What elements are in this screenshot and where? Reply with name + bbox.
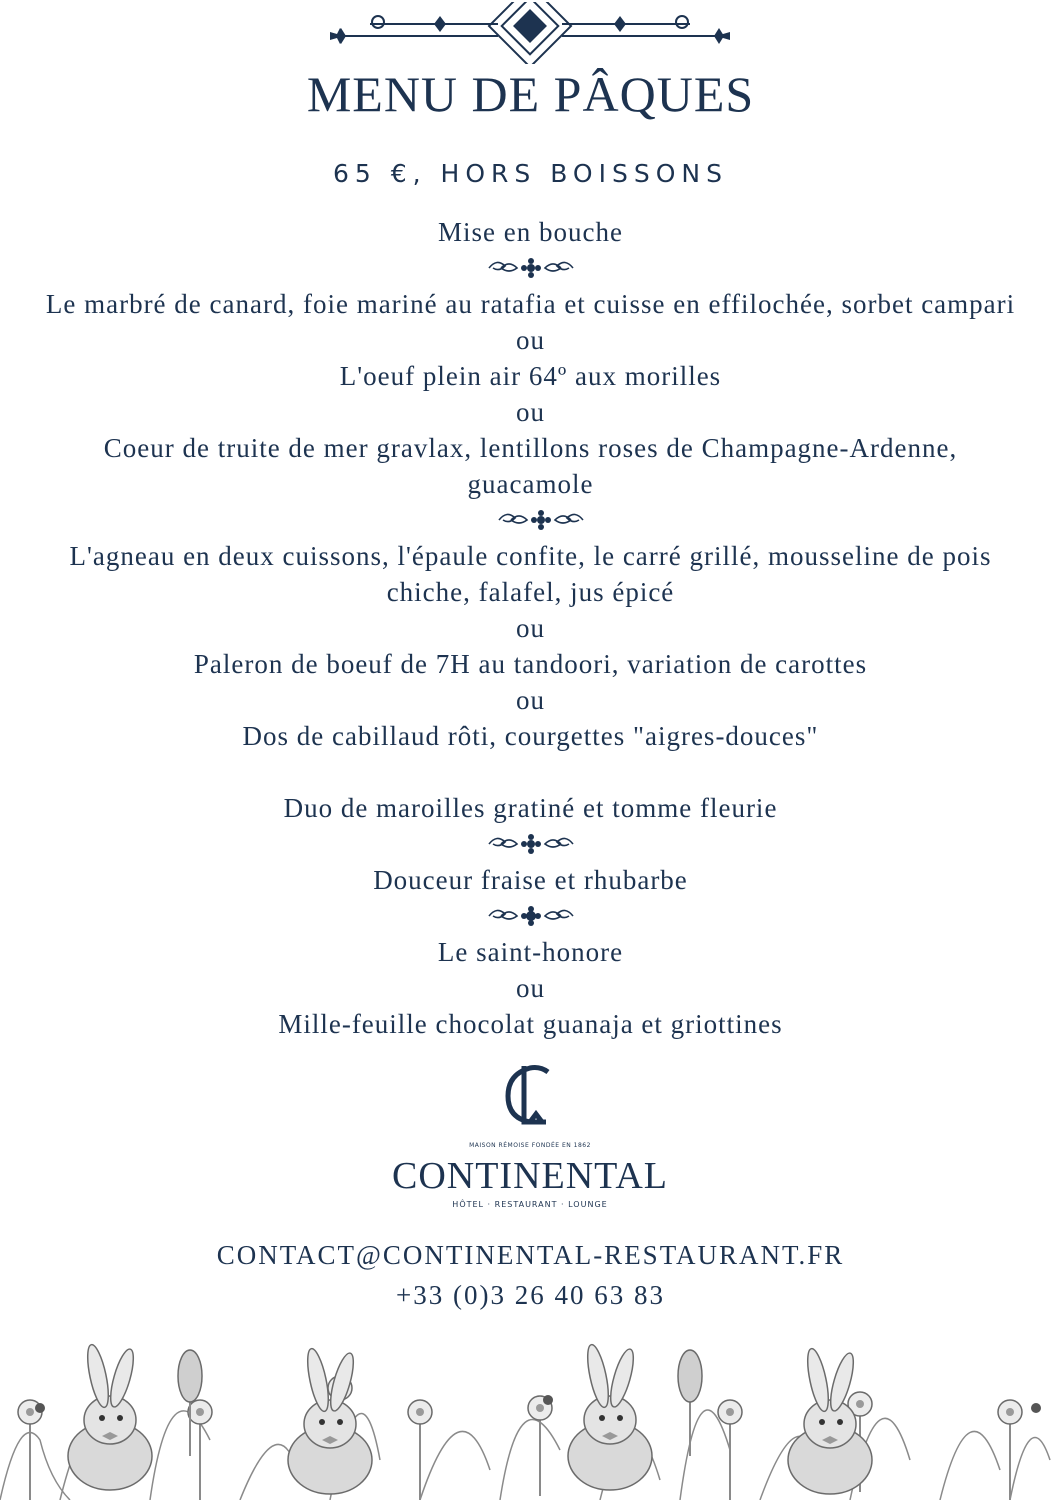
flourish-divider: [0, 502, 1061, 538]
logo-subtitle: HÔTEL · RESTAURANT · LOUNGE: [452, 1200, 608, 1209]
main-3: Dos de cabillaud rôti, courgettes "aigres-douces": [242, 721, 819, 751]
main-1: L'agneau en deux cuissons, l'épaule confite, le carré grillé, mousseline de pois chiche, falafel, jus épicé: [69, 541, 992, 607]
dessert-2: Mille-feuille chocolat guanaja et griottines: [278, 1009, 783, 1039]
main-2: Paleron de boeuf de 7H au tandoori, variation de carottes: [193, 649, 868, 679]
menu-courses: [0, 214, 1061, 1042]
floral-divider-icon: [487, 832, 575, 856]
contact-phone[interactable]: +33 (0)3 26 40 63 83: [396, 1280, 665, 1310]
menu-price: 65 €, HORS BOISSONS: [333, 159, 728, 188]
art-deco-ornament-icon: [330, 2, 730, 64]
logo-name: CONTINENTAL: [391, 1155, 669, 1197]
flourish-divider: [0, 826, 1061, 862]
cl-monogram-icon: [380, 1062, 680, 1140]
cheese-course: Duo de maroilles gratiné et tomme fleurie: [283, 793, 778, 823]
menu-title: MENU DE PÂQUES: [306, 66, 755, 122]
starter-1: Le marbré de canard, foie mariné au ratafia et cuisse en effilochée, sorbet campari: [45, 289, 1016, 319]
amuse-bouche: Mise en bouche: [438, 217, 623, 247]
or-separator: ou: [516, 397, 545, 427]
dessert-1: Le saint-honore: [437, 937, 624, 967]
starter-2: L'oeuf plein air 64º aux morilles: [339, 361, 722, 391]
floral-divider-icon: [487, 256, 575, 280]
starter-3: Coeur de truite de mer gravlax, lentillons roses de Champagne-Ardenne, guacamole: [103, 433, 958, 499]
blank-line: [0, 754, 1061, 790]
or-separator: ou: [516, 685, 545, 715]
pre-dessert: Douceur fraise et rhubarbe: [373, 865, 688, 895]
floral-divider-icon: [497, 508, 585, 532]
or-separator: ou: [516, 973, 545, 1003]
flourish-divider: [0, 898, 1061, 934]
or-separator: ou: [516, 325, 545, 355]
logo-tagline: MAISON RÉMOISE FONDÉE EN 1862: [469, 1142, 591, 1149]
continental-logo: [380, 1062, 680, 1222]
floral-divider-icon: [487, 904, 575, 928]
easter-illustration-icon: [0, 1296, 1061, 1500]
or-separator: ou: [516, 613, 545, 643]
flourish-divider: [0, 250, 1061, 286]
contact-email[interactable]: CONTACT@CONTINENTAL-RESTAURANT.FR: [216, 1240, 845, 1270]
